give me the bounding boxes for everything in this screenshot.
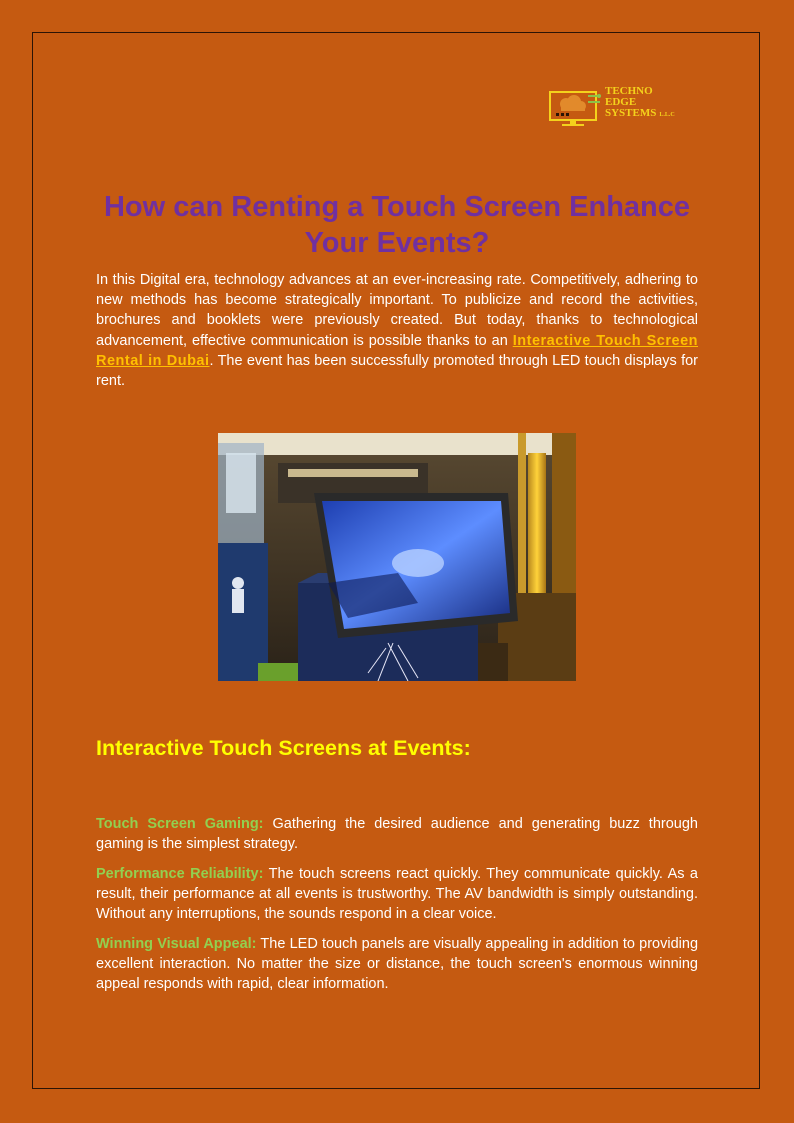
touch-screen-kiosk-photo (218, 433, 576, 681)
logo-line-1: TECHNO (605, 85, 653, 97)
company-logo (548, 86, 698, 132)
logo-systems: SYSTEMS (605, 107, 657, 119)
feature-performance-reliability (96, 864, 698, 925)
feature-label: Winning Visual Appeal: (96, 936, 257, 952)
logo-line-2: EDGE (605, 96, 637, 108)
feature-touch-screen-gaming (96, 814, 698, 854)
logo-wordmark (605, 86, 675, 121)
feature-text: The touch screens react quickly. They communicate quickly. As a result, their performance at all events is trustworthy. The AV bandwidth is simply outstanding. Without any interruptions, the sounds respond in a clear voice. (96, 866, 698, 923)
feature-label: Touch Screen Gaming: (96, 816, 264, 832)
feature-text: Gathering the desired audience and generating buzz through gaming is the simplest strategy. (96, 816, 698, 853)
feature-label: Performance Reliability: (96, 866, 264, 882)
feature-winning-visual-appeal (96, 934, 698, 995)
intro-text-before: In this Digital era, technology advances at an ever-increasing rate. Competitively, adhering to new methods has become strategically important. To publicize and record the activities, brochures and booklets were previously created. But today, thanks to technological advancement, effective communication is possible thanks to an (96, 272, 698, 349)
logo-suffix: L.L.C (659, 112, 675, 118)
logo-line-3 (605, 108, 675, 121)
page-title: How can Renting a Touch Screen Enhance Your Events? (103, 191, 691, 259)
touch-screen-rental-link[interactable]: Interactive Touch Screen Rental in Dubai (96, 332, 698, 369)
feature-text: The LED touch panels are visually appealing in addition to providing excellent interaction. No matter the size or distance, the touch screen's enormous winning appeal responds with rapid, clear information. (96, 936, 699, 993)
monitor-cloud-icon (548, 88, 602, 128)
section-heading: Interactive Touch Screens at Events: (96, 736, 471, 760)
intro-paragraph (96, 270, 698, 391)
intro-text-after: . The event has been successfully promoted through LED touch displays for rent. (96, 352, 698, 390)
